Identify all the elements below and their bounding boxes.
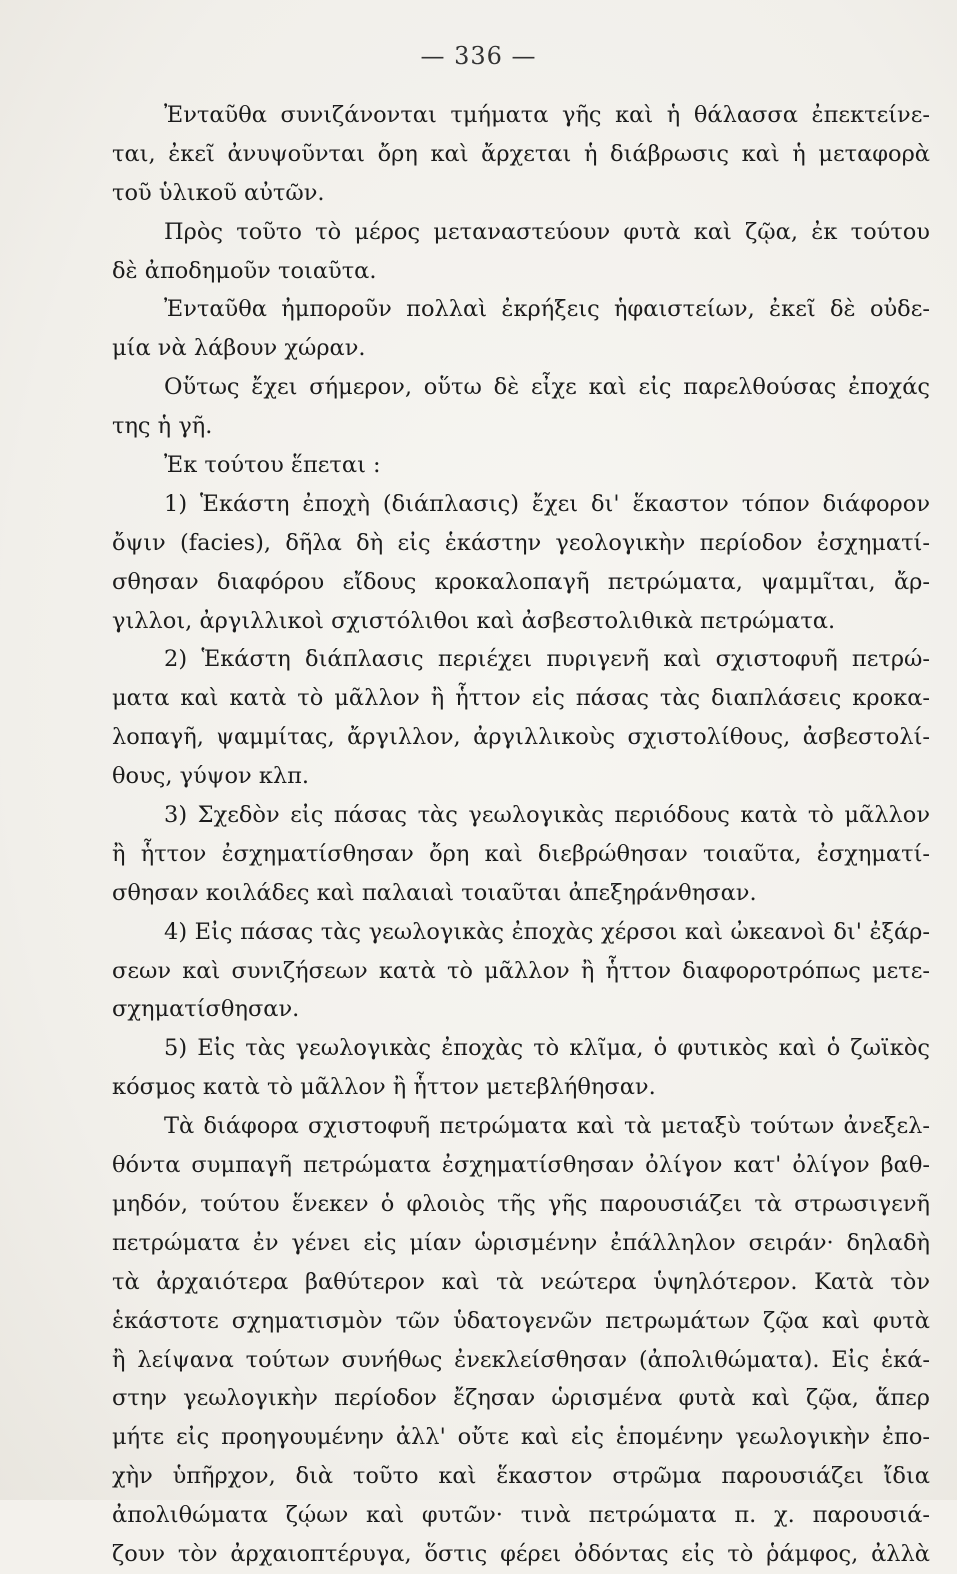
text-line: 1) Ἑκάστη ἐποχὴ (διάπλασις) ἔχει δι' ἕκαστον τόπον διάφορον (164, 490, 930, 517)
text-line: κόσμος κατὰ τὸ μᾶλλον ἢ ἧττον μετεβλήθησαν. (112, 1074, 656, 1101)
text-line: σθησαν διαφόρου εἴδους κροκαλοπαγῆ πετρώματα, ψαμμῖται, ἄρ- (112, 568, 930, 595)
text-line: μία νὰ λάβουν χώραν. (112, 335, 366, 362)
text-line: ματα καὶ κατὰ τὸ μᾶλλον ἢ ἧττον εἰς πάσας τὰς διαπλάσεις κροκα- (112, 685, 930, 712)
text-line: ἢ ἧττον ἐσχηματίσθησαν ὄρη καὶ διεβρώθησαν τοιαῦτα, ἐσχηματί- (112, 840, 930, 867)
text-line: 2) Ἑκάστη διάπλασις περιέχει πυριγενῆ καὶ σχιστοφυῆ πετρώ- (164, 646, 930, 673)
text-line: 4) Εἰς πάσας τὰς γεωλογικὰς ἐποχὰς χέρσοι καὶ ὠκεανοὶ δι' ἐξάρ- (164, 918, 930, 945)
text-line: χὴν ὑπῆρχον, διὰ τοῦτο καὶ ἕκαστον στρῶμα παρουσιάζει ἴδια (112, 1463, 930, 1490)
text-line: πετρώματα ἐν γένει εἰς μίαν ὡρισμένην ἐπάλληλον σειράν· δηλαδὴ (112, 1229, 930, 1256)
text-line: ἢ λείψανα τούτων συνήθως ἐνεκλείσθησαν (ἀπολιθώματα). Εἰς ἑκά- (112, 1346, 930, 1373)
text-line: ἀπολιθώματα ζῴων καὶ φυτῶν· τινὰ πετρώματα π. χ. παρουσιά- (112, 1502, 930, 1529)
text-line: τοῦ ὑλικοῦ αὐτῶν. (112, 179, 325, 206)
text-line: Οὕτως ἔχει σήμερον, οὕτω δὲ εἶχε καὶ εἰς παρελθούσας ἐποχάς (164, 374, 930, 401)
text-line: μηδόν, τούτου ἕνεκεν ὁ φλοιὸς τῆς γῆς παρουσιάζει τὰ στρωσιγενῆ (112, 1190, 930, 1217)
text-line: Πρὸς τοῦτο τὸ μέρος μεταναστεύουν φυτὰ καὶ ζῷα, ἐκ τούτου (164, 218, 930, 245)
body-text (112, 96, 930, 1574)
text-line: Τὰ διάφορα σχιστοφυῆ πετρώματα καὶ τὰ μεταξὺ τούτων ἀνεξελ- (164, 1113, 930, 1140)
text-line: ται, ἐκεῖ ἀνυψοῦνται ὄρη καὶ ἄρχεται ἡ διάβρωσις καὶ ἡ μεταφορὰ (112, 140, 930, 167)
text-line: θους, γύψον κλπ. (112, 763, 310, 790)
text-line: 5) Εἰς τὰς γεωλογικὰς ἐποχὰς τὸ κλῖμα, ὁ φυτικὸς καὶ ὁ ζωϊκὸς (164, 1035, 930, 1062)
text-line: σεων καὶ συνιζήσεων κατὰ τὸ μᾶλλον ἢ ἧττον διαφοροτρόπως μετε- (112, 957, 930, 984)
text-line: 3) Σχεδὸν εἰς πάσας τὰς γεωλογικὰς περιόδους κατὰ τὸ μᾶλλον (164, 802, 930, 829)
text-line: λοπαγῆ, ψαμμίτας, ἄργιλλον, ἀργιλλικοὺς σχιστολίθους, ἀσβεστολί- (112, 724, 930, 751)
text-line: σχηματίσθησαν. (112, 996, 300, 1023)
text-line: ὄψιν (facies), δῆλα δὴ εἰς ἑκάστην γεολογικὴν περίοδον ἐσχηματί- (112, 529, 930, 556)
text-line: στην γεωλογικὴν περίοδον ἔζησαν ὡρισμένα φυτὰ καὶ ζῷα, ἅπερ (112, 1385, 930, 1412)
text-line: Ἐνταῦθα ἠμποροῦν πολλαὶ ἐκρήξεις ἡφαιστείων, ἐκεῖ δὲ οὐδε- (164, 296, 930, 323)
text-line: ἑκάστοτε σχηματισμὸν τῶν ὑδατογενῶν πετρωμάτων ζῷα καὶ φυτὰ (112, 1307, 930, 1334)
page-number: — 336 — (420, 42, 537, 70)
text-line: ζουν τὸν ἀρχαιοπτέρυγα, ὅστις φέρει ὀδόντας εἰς τὸ ῥάμφος, ἀλλὰ (112, 1540, 930, 1567)
text-line: γιλλοι, ἀργιλλικοὶ σχιστόλιθοι καὶ ἀσβεστολιθικὰ πετρώματα. (112, 607, 836, 634)
text-line: Ἐκ τούτου ἕπεται : (164, 452, 381, 479)
text-line: δὲ ἀποδημοῦν τοιαῦτα. (112, 257, 377, 284)
text-line: Ἐνταῦθα συνιζάνονται τμήματα γῆς καὶ ἡ θάλασσα ἐπεκτείνε- (164, 102, 930, 128)
text-line: τὰ ἀρχαιότερα βαθύτερον καὶ τὰ νεώτερα ὑψηλότερον. Κατὰ τὸν (112, 1268, 930, 1295)
text-line: μήτε εἰς προηγουμένην ἀλλ' οὔτε καὶ εἰς ἑπομένην γεωλογικὴν ἐπο- (112, 1424, 930, 1451)
text-line: θόντα συμπαγῆ πετρώματα ἐσχηματίσθησαν ὀλίγον κατ' ὀλίγον βαθ- (112, 1152, 930, 1179)
text-line: της ἡ γῆ. (112, 413, 213, 440)
text-line: σθησαν κοιλάδες καὶ παλαιαὶ τοιαῦται ἀπεξηράνθησαν. (112, 879, 757, 906)
